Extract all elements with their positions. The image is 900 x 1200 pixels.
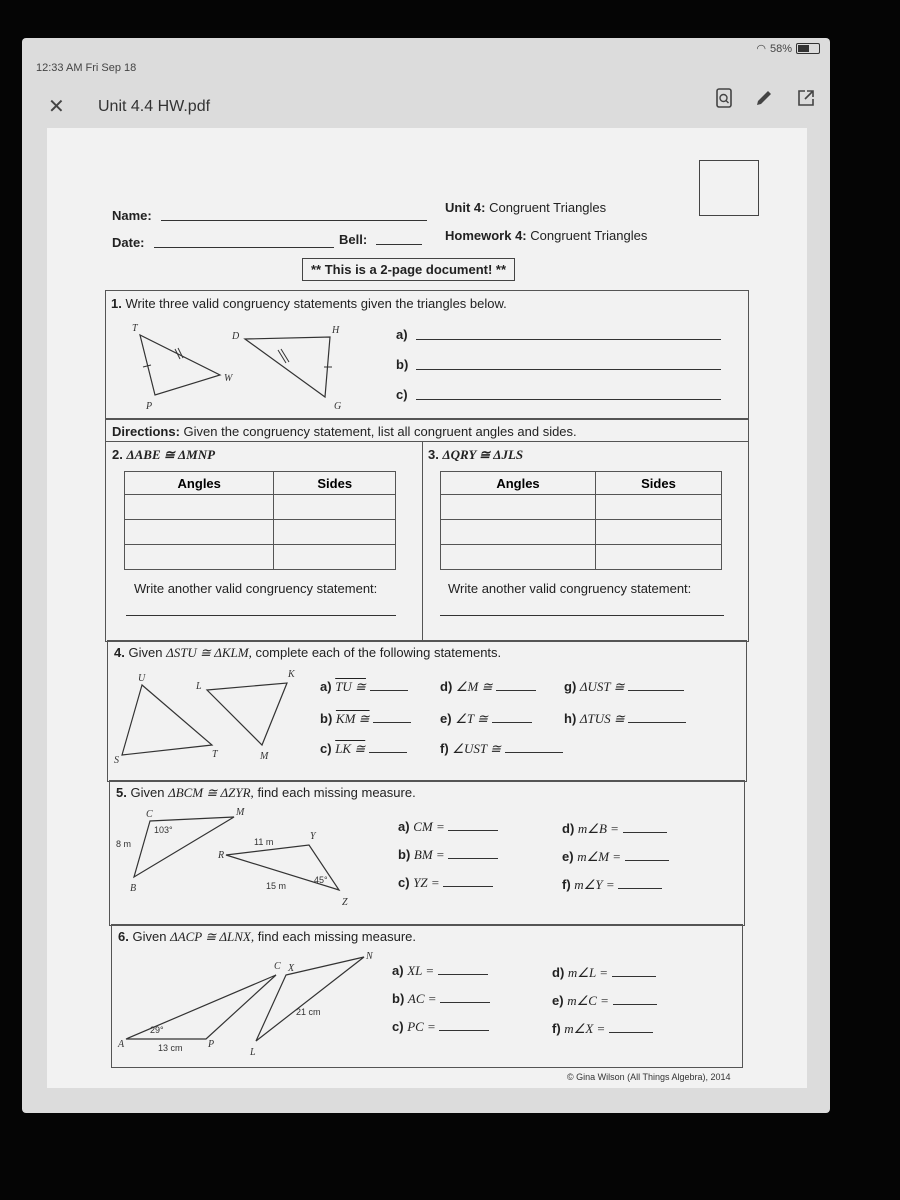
copyright-footer: © Gina Wilson (All Things Algebra), 2014 <box>567 1072 731 1082</box>
measure-label: 13 cm <box>158 1043 183 1053</box>
q4-item-e[interactable]: e) ∠T ≅ <box>440 711 532 727</box>
measure-label: 45° <box>314 875 328 885</box>
battery-icon <box>796 43 820 54</box>
tablet-screen <box>22 38 830 1113</box>
vertex-label: M <box>236 807 245 818</box>
q4-item-d[interactable]: d) ∠M ≅ <box>440 679 536 695</box>
bell-label: Bell: <box>339 232 368 247</box>
q1-answer-b-field[interactable] <box>416 369 721 370</box>
q3-another-prompt: Write another valid congruency statement: <box>448 581 692 596</box>
q2-label: 2. ΔABE ≅ ΔMNP <box>112 447 216 462</box>
score-box <box>699 160 759 216</box>
q1-prompt: 1. Write three valid congruency statements given the triangles below. <box>111 296 507 311</box>
vertex-label: T <box>212 749 218 760</box>
measure-label: 103° <box>154 825 173 835</box>
vertex-label: A <box>118 1039 125 1050</box>
vertex-label: H <box>332 325 340 336</box>
q2-cell[interactable] <box>125 520 274 545</box>
q4-triangles-figure <box>112 665 322 765</box>
q1-answer-b-label: b) <box>396 357 409 372</box>
vertex-label: P <box>146 401 153 412</box>
q1-answer-c-field[interactable] <box>416 399 721 400</box>
q2-angles-header: Angles <box>125 472 274 495</box>
q1-answer-c-label: c) <box>396 387 408 402</box>
q1-answer-a-field[interactable] <box>416 339 721 340</box>
vertex-label: T <box>132 323 138 334</box>
q3-cell[interactable] <box>595 545 721 570</box>
measure-label: 15 m <box>266 881 287 891</box>
q5-prompt: 5. Given ΔBCM ≅ ΔZYR, find each missing measure. <box>116 785 416 800</box>
question-6 <box>111 924 743 1068</box>
date-field[interactable] <box>154 247 334 248</box>
vertex-label: Z <box>342 897 348 908</box>
vertex-label: L <box>250 1047 256 1058</box>
q5-item-b[interactable]: b) BM = <box>398 847 498 863</box>
measure-label: 21 cm <box>296 1007 321 1017</box>
q4-item-g[interactable]: g) ΔUST ≅ <box>564 679 684 695</box>
status-bar <box>22 38 830 78</box>
pencil-markup-icon[interactable] <box>754 88 774 113</box>
q2-cell[interactable] <box>125 545 274 570</box>
unit-title: Unit 4: Congruent Triangles <box>445 200 607 215</box>
q1-triangles-figure <box>120 323 350 413</box>
q4-item-a[interactable]: a) TU ≅ <box>320 679 408 695</box>
wifi-icon: ◠ <box>756 43 766 55</box>
q6-item-e[interactable]: e) m∠C = <box>552 993 657 1009</box>
status-time: 12:33 AM Fri Sep 18 <box>36 62 137 74</box>
q2-cell[interactable] <box>125 495 274 520</box>
q3-cell[interactable] <box>441 495 596 520</box>
close-button[interactable]: ✕ <box>48 96 65 118</box>
share-open-icon[interactable] <box>796 88 816 113</box>
q4-item-b[interactable]: b) KM ≅ <box>320 711 411 727</box>
vertex-label: D <box>232 331 240 342</box>
vertex-label: N <box>366 951 373 962</box>
vertex-label: M <box>260 751 269 762</box>
q2-sides-header: Sides <box>274 472 396 495</box>
q2-another-prompt: Write another valid congruency statement: <box>134 581 378 596</box>
q4-item-h[interactable]: h) ΔTUS ≅ <box>564 711 686 727</box>
date-label: Date: <box>112 235 145 250</box>
vertex-label: Y <box>310 831 316 842</box>
vertex-label: U <box>138 673 146 684</box>
q5-item-a[interactable]: a) CM = <box>398 819 498 835</box>
q6-item-d[interactable]: d) m∠L = <box>552 965 656 981</box>
question-5 <box>109 780 745 926</box>
vertex-label: C <box>146 809 153 820</box>
vertex-label: L <box>196 681 202 692</box>
pdf-page <box>47 128 807 1088</box>
q3-cell[interactable] <box>441 520 596 545</box>
q6-item-f[interactable]: f) m∠X = <box>552 1021 653 1037</box>
vertex-label: R <box>218 850 225 861</box>
q6-triangles-figure <box>116 949 386 1065</box>
q6-item-c[interactable]: c) PC = <box>392 1019 489 1035</box>
q2-table <box>124 471 396 570</box>
battery-indicator <box>756 42 820 55</box>
vertex-label: W <box>224 373 233 384</box>
q2-cell[interactable] <box>274 545 396 570</box>
vertex-label: S <box>114 755 119 765</box>
q6-item-a[interactable]: a) XL = <box>392 963 488 979</box>
homework-title: Homework 4: Congruent Triangles <box>445 228 648 243</box>
measure-label: 8 m <box>116 839 132 849</box>
vertex-label: B <box>130 883 137 894</box>
q3-cell[interactable] <box>441 545 596 570</box>
vertex-label: G <box>334 401 342 412</box>
q3-another-field[interactable] <box>440 615 724 616</box>
question-4 <box>107 640 747 782</box>
q5-item-d[interactable]: d) m∠B = <box>562 821 667 837</box>
notice-banner: ** This is a 2-page document! ** <box>302 258 515 281</box>
vertex-label: K <box>288 669 295 680</box>
q5-item-f[interactable]: f) m∠Y = <box>562 877 662 893</box>
measure-label: 11 m <box>254 837 274 847</box>
q3-table <box>440 471 722 570</box>
q2-another-field[interactable] <box>126 615 396 616</box>
app-toolbar <box>22 78 830 122</box>
search-document-icon[interactable] <box>716 88 732 113</box>
measure-label: 29° <box>150 1025 164 1035</box>
q2-cell[interactable] <box>274 495 396 520</box>
q3-cell[interactable] <box>595 495 721 520</box>
vertex-label: C <box>274 961 281 972</box>
vertex-label: P <box>208 1039 215 1050</box>
q3-sides-header: Sides <box>595 472 721 495</box>
directions-text: Directions: Given the congruency statement, list all congruent angles and sides. <box>112 424 577 439</box>
q3-cell[interactable] <box>595 520 721 545</box>
q5-triangles-figure <box>114 805 374 915</box>
q5-item-c[interactable]: c) YZ = <box>398 875 493 891</box>
questions-2-3 <box>105 418 749 642</box>
battery-percent: 58% <box>769 42 792 55</box>
name-label: Name: <box>112 208 152 223</box>
q3-angles-header: Angles <box>441 472 596 495</box>
vertex-label: X <box>288 963 295 974</box>
q1-answer-a-label: a) <box>396 327 408 342</box>
q3-label: 3. ΔQRY ≅ ΔJLS <box>428 447 524 462</box>
q4-item-c[interactable]: c) LK ≅ <box>320 741 407 757</box>
q5-item-e[interactable]: e) m∠M = <box>562 849 669 865</box>
file-title: Unit 4.4 HW.pdf <box>98 98 211 115</box>
q6-prompt: 6. Given ΔACP ≅ ΔLNX, find each missing measure. <box>118 929 416 944</box>
q4-prompt: 4. Given ΔSTU ≅ ΔKLM, complete each of the following statements. <box>114 645 502 660</box>
q4-item-f[interactable]: f) ∠UST ≅ <box>440 741 563 757</box>
bell-field[interactable] <box>376 244 422 245</box>
q6-item-b[interactable]: b) AC = <box>392 991 490 1007</box>
q2-cell[interactable] <box>274 520 396 545</box>
question-1 <box>105 290 749 420</box>
name-field[interactable] <box>161 220 427 221</box>
